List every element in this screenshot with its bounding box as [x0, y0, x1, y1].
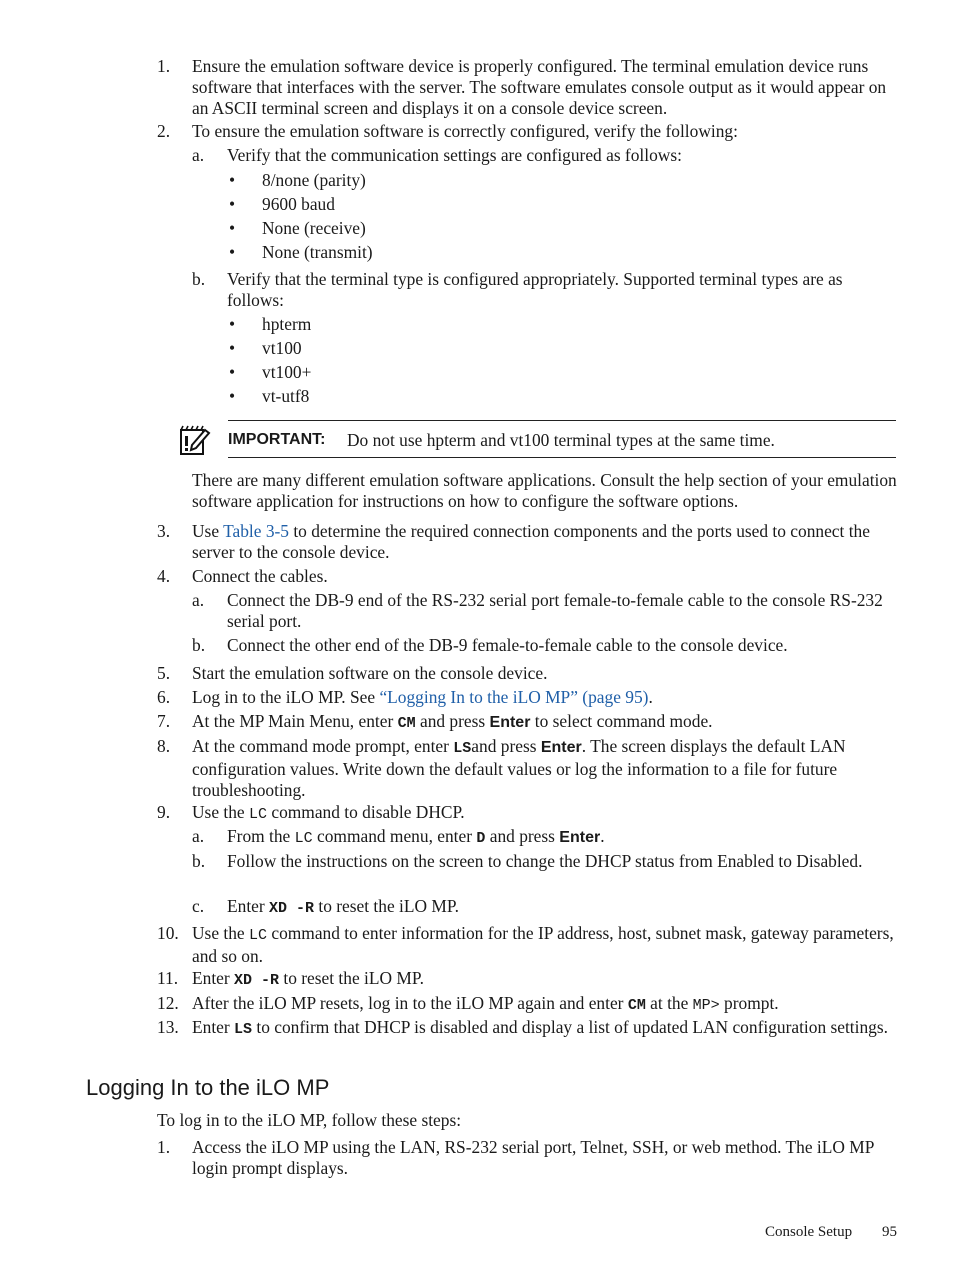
list-item: 9600 baud	[262, 194, 335, 214]
paragraph: There are many different emulation software applications. Consult the help section of your emulation software application for instructions on how to configure the software options.	[192, 470, 897, 511]
command-code: LC	[294, 830, 313, 847]
cross-reference-link[interactable]: “Logging In to the iLO MP” (page 95)	[379, 687, 649, 707]
important-label: IMPORTANT:	[228, 431, 326, 448]
substep-text: Enter XD -R to reset the iLO MP.	[227, 896, 459, 917]
substep-letter: b.	[192, 269, 206, 289]
list-item: hpterm	[262, 314, 312, 334]
substep-text: Connect the other end of the DB-9 female-to-female cable to the console device.	[227, 635, 788, 655]
substep-letter: c.	[192, 896, 205, 916]
important-pencil-icon	[178, 423, 212, 462]
key-name: Enter	[489, 714, 531, 731]
step-text: Use Table 3-5 to determine the required connection components and the ports used to connect the server to the console device.	[192, 521, 870, 562]
step-number: 8.	[157, 736, 171, 756]
substep-letter: b.	[192, 851, 206, 871]
list-item: vt-utf8	[262, 386, 310, 406]
step-text: To ensure the emulation software is correctly configured, verify the following:	[192, 121, 738, 141]
section-heading: Logging In to the iLO MP	[86, 1075, 330, 1100]
list-item: None (transmit)	[262, 242, 373, 262]
step-number: 2.	[157, 121, 171, 141]
step-text: At the MP Main Menu, enter CM and press Enter to select command mode.	[192, 711, 713, 732]
bullet: •	[229, 218, 236, 238]
substep-text: Follow the instructions on the screen to change the DHCP status from Enabled to Disabled.	[227, 851, 863, 871]
bullet: •	[229, 386, 236, 406]
prompt-code: MP>	[692, 997, 720, 1014]
substep-letter: a.	[192, 826, 205, 846]
list-item: 8/none (parity)	[262, 170, 366, 190]
step-number: 3.	[157, 521, 171, 541]
step-text: Ensure the emulation software device is properly configured. The terminal emulation device runs software that interfaces with the server. The software emulates console output as it would appear on an ASCII terminal screen and displays it on a console device screen.	[192, 56, 887, 118]
footer-section-name: Console Setup	[765, 1224, 853, 1240]
step-number: 10.	[157, 923, 179, 943]
step-text: Enter XD -R to reset the iLO MP.	[192, 968, 424, 989]
step-text: Use the LC command to enter information for the IP address, host, subnet mask, gateway parameters, and so on.	[192, 923, 894, 966]
list-item: None (receive)	[262, 218, 366, 238]
command-code: D	[476, 830, 486, 847]
step-text: Start the emulation software on the console device.	[192, 663, 548, 683]
step-text: Connect the cables.	[192, 566, 328, 586]
step-text: Access the iLO MP using the LAN, RS-232 serial port, Telnet, SSH, or web method. The iLO MP login prompt displays.	[192, 1137, 874, 1178]
list-item: vt100+	[262, 362, 312, 382]
page-number: 95	[882, 1224, 897, 1240]
step-number: 5.	[157, 663, 171, 683]
substep-letter: a.	[192, 590, 205, 610]
key-name: Enter	[540, 739, 582, 756]
list-item: vt100	[262, 338, 302, 358]
command-code: XD -R	[269, 900, 315, 917]
command-code: XD -R	[234, 972, 280, 989]
bullet: •	[229, 194, 236, 214]
step-number: 6.	[157, 687, 171, 707]
section-intro: To log in to the iLO MP, follow these steps:	[157, 1110, 462, 1130]
step-number: 9.	[157, 802, 171, 822]
substep-letter: b.	[192, 635, 206, 655]
step-text: Use the LC command to disable DHCP.	[192, 802, 465, 823]
bullet: •	[229, 362, 236, 382]
step-text: After the iLO MP resets, log in to the iLO MP again and enter CM at the MP> prompt.	[192, 993, 779, 1014]
bullet: •	[229, 170, 236, 190]
command-code: LC	[249, 806, 268, 823]
step-number: 4.	[157, 566, 171, 586]
substep-letter: a.	[192, 145, 205, 165]
key-name: Enter	[559, 829, 601, 846]
command-code: LC	[249, 927, 268, 944]
step-text: At the command mode prompt, enter LSand press Enter. The screen displays the default LAN configuration values. Write down the default values or log the information to a file for future troubleshooting.	[192, 736, 846, 800]
step-number: 1.	[157, 56, 171, 76]
step-text: Enter LS to confirm that DHCP is disabled and display a list of updated LAN configuration settings.	[192, 1017, 888, 1038]
command-code: CM	[397, 715, 416, 732]
substep-text: Connect the DB-9 end of the RS-232 serial port female-to-female cable to the console RS-232 serial port.	[227, 590, 883, 631]
command-code: LS	[453, 740, 472, 757]
table-link[interactable]: Table 3-5	[223, 521, 289, 541]
step-text: Log in to the iLO MP. See “Logging In to the iLO MP” (page 95).	[192, 687, 653, 707]
substep-text: Verify that the communication settings are configured as follows:	[227, 145, 682, 165]
step-number: 12.	[157, 993, 179, 1013]
step-number: 7.	[157, 711, 171, 731]
step-number: 13.	[157, 1017, 179, 1037]
command-code: LS	[234, 1021, 253, 1038]
important-note	[228, 420, 896, 458]
command-code: CM	[627, 997, 646, 1014]
important-text: Do not use hpterm and vt100 terminal types at the same time.	[347, 430, 775, 450]
substep-text: From the LC command menu, enter D and press Enter.	[227, 826, 605, 847]
step-number: 1.	[157, 1137, 171, 1157]
bullet: •	[229, 314, 236, 334]
step-number: 11.	[157, 968, 179, 988]
substep-text: Verify that the terminal type is configured appropriately. Supported terminal types are as follows:	[227, 269, 843, 310]
bullet: •	[229, 242, 236, 262]
bullet: •	[229, 338, 236, 358]
